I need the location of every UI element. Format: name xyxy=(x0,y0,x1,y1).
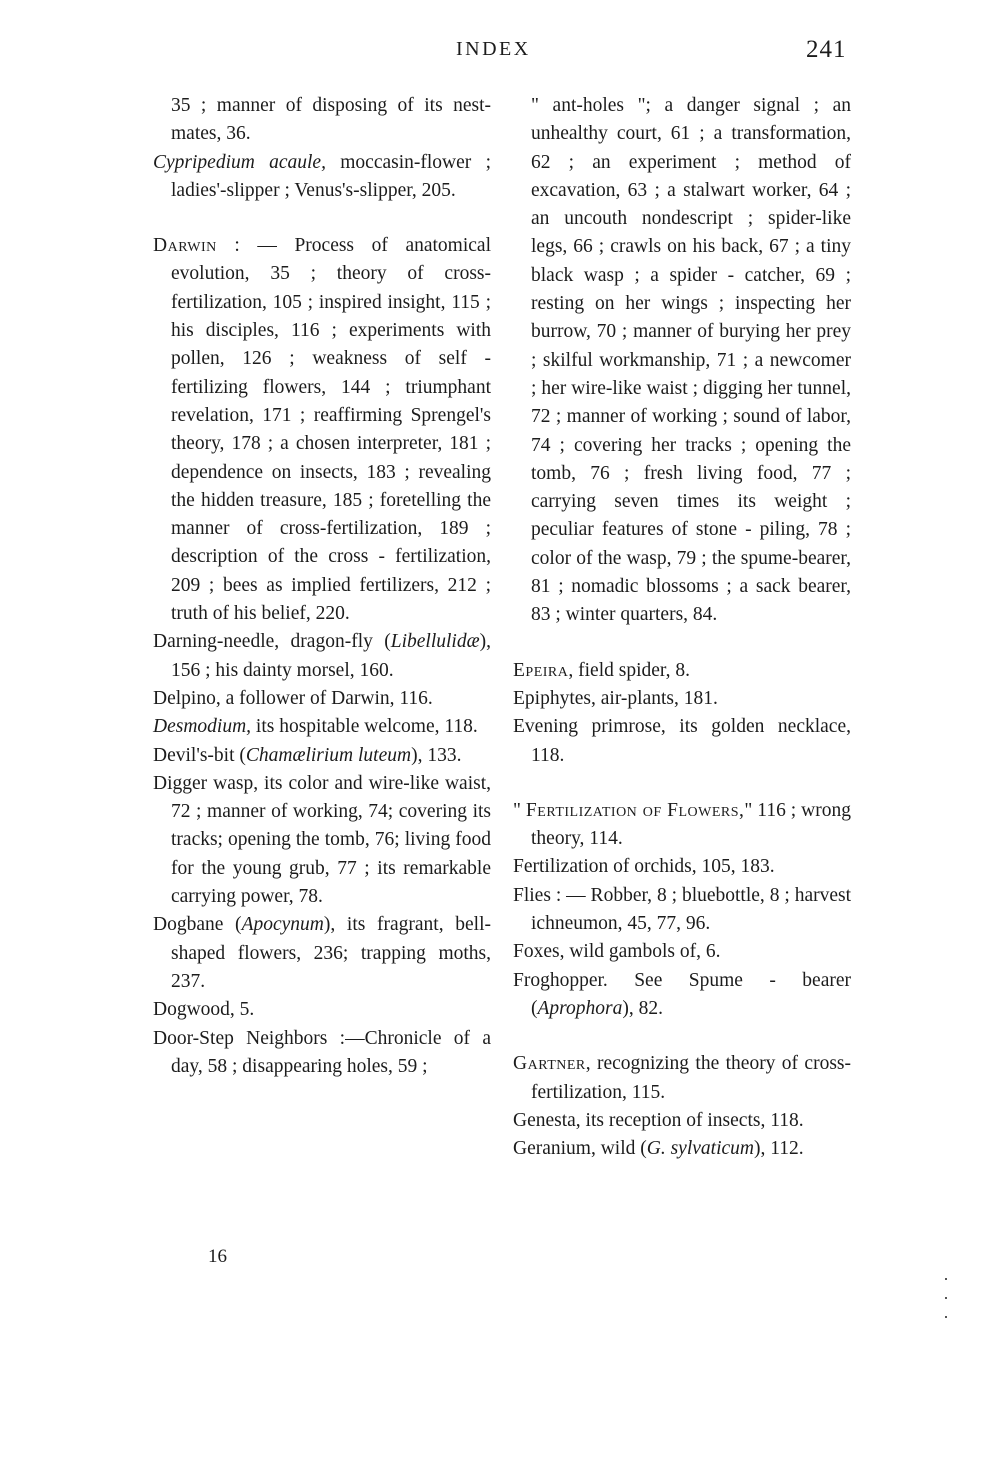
entry-heading-text: Fertilization of Flowers, xyxy=(525,799,745,821)
entry-text: Fertilization of orchids, 105, 183. xyxy=(513,856,775,878)
entry-text: ), its fragrant, bell-shaped flowers, 236; trapping moths, 237. xyxy=(171,914,491,992)
index-entry xyxy=(513,853,851,881)
index-entry xyxy=(513,657,851,685)
index-entry xyxy=(153,628,491,685)
entry-text: Geranium, wild ( xyxy=(513,1138,647,1160)
entry-heading-text: Gartner xyxy=(513,1053,586,1075)
index-entry xyxy=(153,685,491,713)
entry-text: Devil's-bit ( xyxy=(153,744,246,766)
index-entry-continued xyxy=(153,92,491,149)
index-entry xyxy=(513,685,851,713)
entry-gap xyxy=(153,205,491,232)
margin-speck xyxy=(945,1316,947,1318)
entry-text: Dogbane ( xyxy=(153,914,242,936)
index-entry xyxy=(153,232,491,628)
signature-mark: 16 xyxy=(208,1246,227,1267)
margin-specks xyxy=(943,1278,949,1338)
index-entry xyxy=(513,1107,851,1135)
entry-text: " ant-holes "; a danger signal ; an unhealthy court, 61 ; a transformation, 62 ; an experiment ; method of excavation, 63 ; a stalwart worker, 64 ; an uncouth nondescript ; spider-like legs, 66 ; crawls on his back, 67 ; a tiny black wasp ; a spider - catcher, 69 ; resting on her wings ; inspecting her burrow, 70 ; manner of burying her prey ; skilful workmanship, 71 ; a newcomer ; her wire-like waist ; digging her tunnel, 72 ; manner of working ; sound of labor, 74 ; covering her tracks ; opening the tomb, 76 ; fresh living food, 77 ; carrying seven times its weight ; peculiar features of stone - piling, 78 ; color of the wasp, 79 ; the spume-bearer, 81 ; nomadic blossoms ; a sack bearer, 83 ; winter quarters, 84. xyxy=(531,95,851,626)
page-number: 241 xyxy=(806,36,847,63)
entry-heading-text: Darwin xyxy=(153,235,217,257)
entry-text: , field spider, 8. xyxy=(568,659,690,681)
index-column-right xyxy=(513,92,851,1163)
entry-text: Door-Step Neighbors :—Chronicle of a day, 58 ; disappearing holes, 59 ; xyxy=(153,1027,491,1077)
entry-italic-text: Chamælirium luteum xyxy=(245,744,412,766)
entry-gap xyxy=(513,1023,851,1050)
entry-gap xyxy=(513,770,851,797)
entry-text: moccasin-flower ; ladies'-slipper ; Venus's-slipper, 205. xyxy=(171,151,491,201)
entry-italic-text: Aprophora xyxy=(537,997,623,1019)
entry-text: Froghopper. See Spume - bearer ( xyxy=(513,969,851,1019)
entry-text: ), 82. xyxy=(622,997,663,1019)
entry-text: Genesta, its reception of insects, 118. xyxy=(513,1109,804,1131)
index-entry xyxy=(153,742,491,770)
index-entry xyxy=(153,770,491,911)
entry-text: Foxes, wild gambols of, 6. xyxy=(513,941,721,963)
entry-italic-text: Desmodium, xyxy=(153,716,252,738)
margin-speck xyxy=(945,1297,947,1299)
entry-text: Flies : — Robber, 8 ; bluebottle, 8 ; harvest ichneumon, 45, 77, 96. xyxy=(513,884,851,935)
entry-italic-text: Libellulidæ xyxy=(390,631,480,653)
entry-text: ), 133. xyxy=(411,744,462,766)
running-title: INDEX xyxy=(456,38,531,60)
index-entry xyxy=(153,149,491,206)
index-entry xyxy=(513,938,851,966)
entry-italic-text: G. sylvaticum xyxy=(646,1138,754,1160)
index-entry-continued xyxy=(513,92,851,630)
entry-text: " xyxy=(513,799,526,821)
entry-text: its hospitable welcome, 118. xyxy=(251,716,478,738)
index-entry xyxy=(513,882,851,939)
entry-text: Darning-needle, dragon-fly ( xyxy=(153,631,391,653)
entry-text: Epiphytes, air-plants, 181. xyxy=(513,687,718,709)
index-entry xyxy=(513,967,851,1024)
index-entry xyxy=(153,911,491,996)
index-column-left xyxy=(153,92,491,1081)
entry-text: : — Process of anatomical evolution, 35 ; theory of cross-fertilization, 105 ; inspired insight, 115 ; his disciples, 116 ; experiments with pollen, 126 ; weakness of self - fertilizing flowers, 144 ; triumphant revelation, 171 ; reaffirming Sprengel's theory, 178 ; a chosen interpreter, 181 ; dependence on insects, 183 ; revealing the hidden treasure, 185 ; foretelling the manner of cross-fertilization, 189 ; description of the cross - fertilization, 209 ; bees as implied fertilizers, 212 ; truth of his belief, 220. xyxy=(171,235,491,625)
running-head xyxy=(0,36,1000,66)
entry-text: Dogwood, 5. xyxy=(153,999,255,1021)
index-entry xyxy=(513,1135,851,1163)
index-entry xyxy=(513,797,851,854)
index-entry xyxy=(153,713,491,741)
margin-speck xyxy=(945,1278,947,1280)
index-entry xyxy=(513,1050,851,1107)
index-entry xyxy=(153,1025,491,1082)
entry-italic-text: Cypripedium acaule, xyxy=(153,151,326,173)
entry-text: Evening primrose, its golden necklace, 118. xyxy=(513,716,851,766)
entry-text: ), 112. xyxy=(754,1138,804,1160)
entry-text: ), 156 ; his dainty morsel, 160. xyxy=(171,631,491,681)
entry-text: , recognizing the theory of cross-fertilization, 115. xyxy=(531,1053,851,1103)
index-entry xyxy=(153,996,491,1024)
entry-text: Delpino, a follower of Darwin, 116. xyxy=(153,687,433,709)
entry-italic-text: Apocynum xyxy=(241,914,324,936)
index-entry xyxy=(513,713,851,770)
entry-text: Digger wasp, its color and wire-like waist, 72 ; manner of working, 74; covering its tracks; opening the tomb, 76; living food for the young grub, 77 ; its remarkable carrying power, 78. xyxy=(153,772,491,908)
entry-gap xyxy=(513,630,851,657)
entry-heading-text: Epeira xyxy=(513,659,569,681)
entry-text: " 116 ; wrong theory, 114. xyxy=(531,799,851,850)
entry-text: 35 ; manner of disposing of its nest-mates, 36. xyxy=(171,95,491,145)
